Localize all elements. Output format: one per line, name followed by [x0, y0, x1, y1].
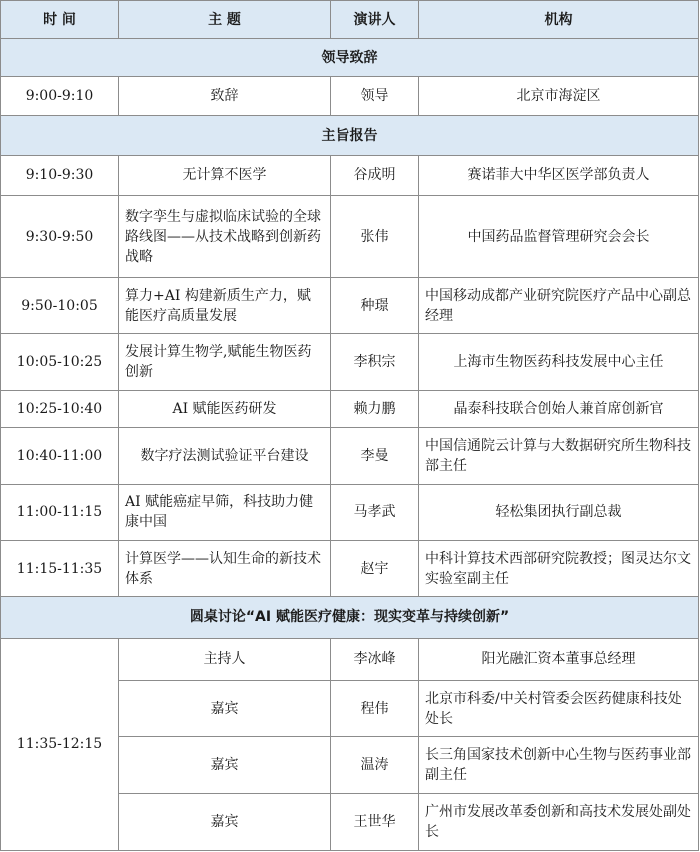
- header-row: [1, 1, 699, 39]
- speaker-cell: 李冰峰: [331, 638, 419, 680]
- table-row: [1, 333, 699, 390]
- org-cell: 中国移动成都产业研究院医疗产品中心副总经理: [419, 278, 699, 333]
- speaker-cell: 李积宗: [331, 333, 419, 390]
- topic-cell: 计算医学——认知生命的新技术体系: [119, 541, 331, 597]
- section-leader-speech: 领导致辞: [1, 39, 699, 77]
- header-speaker: 演讲人: [331, 1, 419, 39]
- time-cell: 10:25-10:40: [1, 391, 119, 428]
- table-row: [1, 155, 699, 195]
- header-time: 时 间: [1, 1, 119, 39]
- speaker-cell: 种璟: [331, 278, 419, 333]
- table-row: [1, 484, 699, 540]
- role-cell: 嘉宾: [119, 737, 331, 793]
- org-cell: 上海市生物医药科技发展中心主任: [419, 333, 699, 390]
- table-row: [1, 638, 699, 680]
- topic-cell: 发展计算生物学,赋能生物医药创新: [119, 333, 331, 390]
- org-cell: 长三角国家技术创新中心生物与医药事业部副主任: [419, 737, 699, 793]
- section-row: [1, 39, 699, 77]
- org-cell: 北京市科委/中关村管委会医药健康科技处处长: [419, 680, 699, 736]
- header-topic: 主 题: [119, 1, 331, 39]
- speaker-cell: 王世华: [331, 793, 419, 850]
- topic-cell: 数字孪生与虚拟临床试验的全球路线图——从技术战略到创新药战略: [119, 195, 331, 278]
- speaker-cell: 李曼: [331, 428, 419, 484]
- speaker-cell: 张伟: [331, 195, 419, 278]
- speaker-cell: 领导: [331, 77, 419, 116]
- time-cell: 11:00-11:15: [1, 484, 119, 540]
- role-cell: 主持人: [119, 638, 331, 680]
- speaker-cell: 程伟: [331, 680, 419, 736]
- table-row: [1, 278, 699, 333]
- speaker-cell: 赵宇: [331, 541, 419, 597]
- role-cell: 嘉宾: [119, 793, 331, 850]
- topic-cell: AI 赋能癌症早筛，科技助力健康中国: [119, 484, 331, 540]
- speaker-cell: 赖力鹏: [331, 391, 419, 428]
- time-cell: 10:05-10:25: [1, 333, 119, 390]
- time-cell: 10:40-11:00: [1, 428, 119, 484]
- topic-cell: 致辞: [119, 77, 331, 116]
- section-keynote: 主旨报告: [1, 116, 699, 155]
- table-row: [1, 541, 699, 597]
- org-cell: 轻松集团执行副总裁: [419, 484, 699, 540]
- time-cell: 9:30-9:50: [1, 195, 119, 278]
- time-cell: 11:15-11:35: [1, 541, 119, 597]
- org-cell: 广州市发展改革委创新和高技术发展处副处长: [419, 793, 699, 850]
- section-row: [1, 116, 699, 155]
- topic-cell: AI 赋能医药研发: [119, 391, 331, 428]
- org-cell: 中国药品监督管理研究会会长: [419, 195, 699, 278]
- org-cell: 赛诺菲大中华区医学部负责人: [419, 155, 699, 195]
- org-cell: 中科计算技术西部研究院教授；图灵达尔文实验室副主任: [419, 541, 699, 597]
- org-cell: 北京市海淀区: [419, 77, 699, 116]
- speaker-cell: 马孝武: [331, 484, 419, 540]
- org-cell: 阳光融汇资本董事总经理: [419, 638, 699, 680]
- org-cell: 晶泰科技联合创始人兼首席创新官: [419, 391, 699, 428]
- header-org: 机构: [419, 1, 699, 39]
- topic-cell: 数字疗法测试验证平台建设: [119, 428, 331, 484]
- table-row: [1, 195, 699, 278]
- time-cell: 9:00-9:10: [1, 77, 119, 116]
- table-row: [1, 77, 699, 116]
- roundtable-time-cell: 11:35-12:15: [1, 638, 119, 850]
- table-row: [1, 428, 699, 484]
- section-roundtable: 圆桌讨论“AI 赋能医疗健康：现实变革与持续创新”: [1, 597, 699, 638]
- topic-cell: 算力+AI 构建新质生产力，赋能医疗高质量发展: [119, 278, 331, 333]
- time-cell: 9:10-9:30: [1, 155, 119, 195]
- org-cell: 中国信通院云计算与大数据研究所生物科技部主任: [419, 428, 699, 484]
- time-cell: 9:50-10:05: [1, 278, 119, 333]
- table-row: [1, 391, 699, 428]
- speaker-cell: 温涛: [331, 737, 419, 793]
- role-cell: 嘉宾: [119, 680, 331, 736]
- speaker-cell: 谷成明: [331, 155, 419, 195]
- section-row: [1, 597, 699, 638]
- topic-cell: 无计算不医学: [119, 155, 331, 195]
